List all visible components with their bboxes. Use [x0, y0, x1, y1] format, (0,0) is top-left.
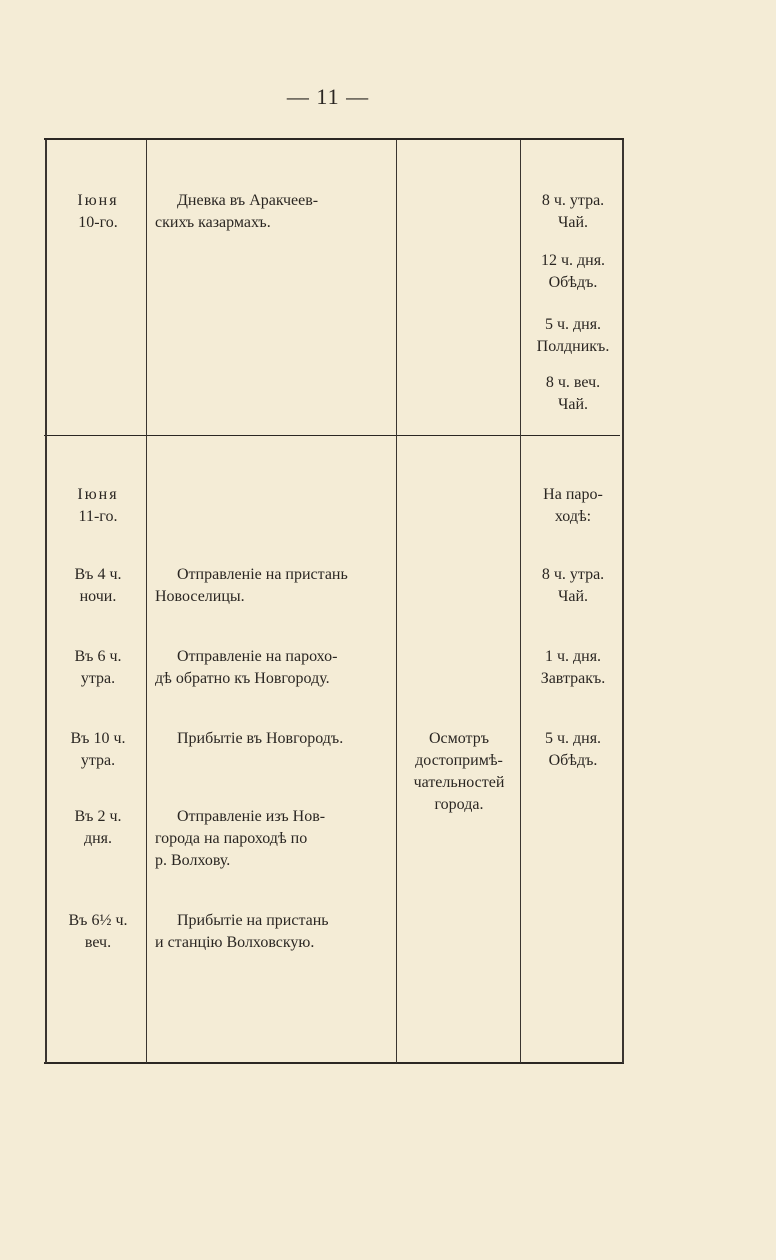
section-1-date: Iюня 10-го. — [77, 192, 119, 231]
section-2-date: Iюня 11-го. — [77, 486, 119, 525]
column-border-right — [622, 140, 624, 1063]
meal-tea-evening: 8 ч. веч. Чай. — [545, 374, 601, 413]
column-divider-2 — [396, 140, 397, 1063]
meal-afternoon-snack: 5 ч. дня. Полдникъ. — [536, 316, 610, 355]
table-bottom-rule — [44, 1062, 624, 1064]
section-1-activity: Дневка въ Аракчеев- скихъ казармахъ. — [155, 192, 319, 231]
page-number: — 11 — — [286, 84, 370, 109]
table-top-rule — [44, 138, 624, 140]
column-border-left — [45, 140, 47, 1063]
steamer-meal-dinner: 5 ч. дня. Обѣдъ. — [544, 730, 602, 769]
time-row-5: Въ 6½ ч. веч. — [68, 912, 128, 951]
time-row-1: Въ 4 ч. ночи. — [74, 566, 122, 605]
steamer-meal-tea: 8 ч. утра. Чай. — [541, 566, 605, 605]
time-row-2: Въ 6 ч. утра. — [74, 648, 122, 687]
column-divider-3 — [520, 140, 521, 1063]
meal-dinner-noon: 12 ч. дня. Обѣдъ. — [540, 252, 606, 291]
activity-row-1: Отправленіе на пристань Новоселицы. — [155, 566, 348, 605]
activity-row-5: Прибытіе на пристань и станцію Волховскую. — [155, 912, 329, 951]
activity-row-3: Прибытіе въ Новгородъ. — [177, 730, 344, 747]
activity-row-2: Отправленіе на парохо- дѣ обратно къ Новгороду. — [155, 648, 338, 687]
sightseeing-note: Осмотръ достопримѣ- чательностей города. — [413, 730, 505, 813]
time-row-3: Въ 10 ч. утра. — [70, 730, 126, 769]
section-divider — [44, 435, 620, 436]
steamer-meal-breakfast: 1 ч. дня. Завтракъ. — [540, 648, 606, 687]
column-divider-1 — [146, 140, 147, 1063]
time-row-4: Въ 2 ч. дня. — [74, 808, 122, 847]
meal-tea-morning: 8 ч. утра. Чай. — [541, 192, 605, 231]
activity-row-4: Отправленіе изъ Нов- города на пароходѣ по р. Волхову. — [155, 808, 326, 869]
steamer-meals-header: На паро- ходѣ: — [543, 486, 603, 525]
